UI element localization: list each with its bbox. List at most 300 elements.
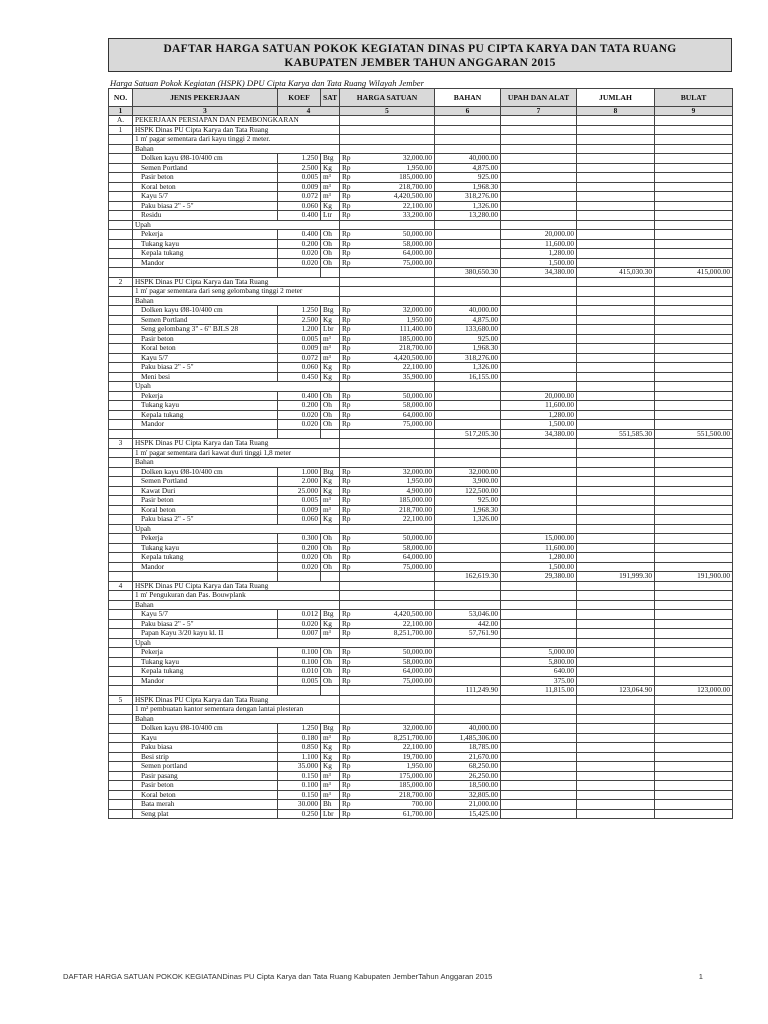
currency-label: Rp [342,533,351,543]
cell-bulat [655,277,733,287]
currency-label: Rp [342,258,351,267]
cell-bulat [655,695,733,705]
row-text: Upah [133,524,340,534]
item-jumlah [577,676,655,686]
item-jumlah [577,648,655,658]
cell-no [109,173,133,183]
item-upah [501,163,577,173]
item-upah [501,477,577,487]
cell-harga [340,439,435,449]
item-sat: m³ [321,344,340,354]
line-item-row [109,230,733,240]
item-bahan [435,534,501,544]
item-harga [340,733,435,743]
subtotal-row [109,429,733,439]
item-bulat [655,192,733,202]
item-upah [501,211,577,221]
item-upah: 5,800.00 [501,657,577,667]
cell-no [109,733,133,743]
item-bulat [655,239,733,249]
currency-label: Rp [342,210,351,220]
item-jumlah [577,249,655,259]
cell-harga [340,448,435,458]
item-jumlah [577,790,655,800]
item-bulat [655,648,733,658]
unit-price: 19,700.00 [402,752,432,761]
item-bahan [435,553,501,563]
item-bulat [655,420,733,430]
item-bahan: 32,805.00 [435,790,501,800]
cell-harga [340,638,435,648]
line-item-row [109,372,733,382]
text-row [109,524,733,534]
cell-upah [501,296,577,306]
item-koef: 0.020 [278,258,321,268]
cell-job [133,686,278,696]
cell-upah [501,695,577,705]
item-name: Kepala tukang [133,553,278,563]
item-jumlah [577,619,655,629]
item-harga [340,410,435,420]
cell-bulat [655,296,733,306]
col-header-sat: SAT [321,89,340,107]
item-jumlah [577,211,655,221]
item-bulat [655,553,733,563]
cell-jumlah [577,439,655,449]
item-koef: 0.009 [278,344,321,354]
item-jumlah [577,752,655,762]
cell-bahan [435,524,501,534]
item-koef: 0.850 [278,743,321,753]
item-bahan: 16,155.00 [435,372,501,382]
item-jumlah [577,173,655,183]
item-bulat [655,467,733,477]
item-jumlah [577,334,655,344]
item-jumlah [577,467,655,477]
item-title: HSPK Dinas PU Cipta Karya dan Tata Ruang [133,277,340,287]
unit-price: 8,251,700.00 [393,628,432,638]
item-sat: Kg [321,619,340,629]
item-name: Kayu 5/7 [133,353,278,363]
cell-jumlah [577,448,655,458]
item-koef: 0.020 [278,249,321,259]
subtotal-row [109,572,733,582]
line-item-row [109,676,733,686]
item-sat: Oh [321,534,340,544]
unit-price: 75,000.00 [402,258,432,267]
item-harga [340,258,435,268]
line-item-row [109,515,733,525]
item-jumlah [577,477,655,487]
item-upah [501,724,577,734]
line-item-row [109,724,733,734]
unit-price: 1,950.00 [406,315,432,324]
item-koef: 1.200 [278,325,321,335]
cell-no [109,543,133,553]
item-jumlah [577,363,655,373]
cell-harga [340,686,435,696]
item-bulat [655,724,733,734]
item-upah [501,733,577,743]
document-subtitle: Harga Satuan Pokok Kegiatan (HSPK) DPU Cipta Karya dan Tata Ruang Wilayah Jember [110,78,424,88]
item-koef: 1.250 [278,306,321,316]
item-name: Kawat Duri [133,486,278,496]
item-bulat [655,562,733,572]
item-bulat [655,477,733,487]
item-name: Kepala tukang [133,410,278,420]
cell-bulat [655,135,733,145]
item-koef: 0.060 [278,201,321,211]
item-jumlah [577,534,655,544]
cell-bulat [655,125,733,135]
line-item-row [109,562,733,572]
col-header-jumlah: JUMLAH [577,89,655,107]
cell-bulat [655,581,733,591]
item-no: 4 [109,581,133,591]
item-upah [501,800,577,810]
item-harga [340,771,435,781]
item-bulat [655,201,733,211]
item-bahan: 1,968.30 [435,344,501,354]
cell-bahan [435,220,501,230]
item-bulat [655,182,733,192]
item-bahan: 13,280.00 [435,211,501,221]
item-upah [501,762,577,772]
row-text: Upah [133,638,340,648]
currency-label: Rp [342,609,351,619]
cell-no [109,401,133,411]
currency-label: Rp [342,771,351,780]
currency-label: Rp [342,799,351,809]
currency-label: Rp [342,467,351,476]
item-name: Kayu [133,733,278,743]
text-row [109,135,733,145]
cell-no [109,448,133,458]
item-name: Semen Portland [133,477,278,487]
text-row [109,638,733,648]
cell-harga [340,220,435,230]
item-name: Koral beton [133,505,278,515]
item-upah [501,372,577,382]
currency-label: Rp [342,733,351,742]
line-item-row [109,363,733,373]
item-name: Paku biasa 2" - 5" [133,363,278,373]
line-item-row [109,610,733,620]
item-koef: 35.000 [278,762,321,772]
item-koef: 0.400 [278,230,321,240]
item-harga [340,610,435,620]
item-name: Dolken kayu Ø8-10/400 cm [133,154,278,164]
currency-label: Rp [342,400,351,410]
item-header-row [109,277,733,287]
line-item-row [109,496,733,506]
currency-label: Rp [342,742,351,752]
item-bulat [655,743,733,753]
cell-bulat [655,705,733,715]
item-bulat [655,306,733,316]
unit-price: 218,700.00 [399,505,432,514]
item-sat: m³ [321,505,340,515]
item-name: Pasir pasang [133,771,278,781]
item-bulat [655,505,733,515]
currency-label: Rp [342,229,351,239]
unit-price: 58,000.00 [402,657,432,666]
item-bahan [435,648,501,658]
unit-price: 64,000.00 [402,552,432,562]
subtotal-jumlah: 191,999.30 [577,572,655,582]
currency-label: Rp [342,410,351,419]
subtotal-upah: 34,380.00 [501,268,577,278]
cell-jumlah [577,705,655,715]
row-text: 1 m' pagar sementara dari kayu tinggi 2 meter. [133,135,340,145]
item-jumlah [577,762,655,772]
hspk-table [108,88,733,819]
cell-upah [501,524,577,534]
cell-bahan [435,135,501,145]
item-name: Mandor [133,562,278,572]
item-bahan: 1,968.30 [435,182,501,192]
cell-jumlah [577,220,655,230]
item-upah [501,306,577,316]
item-koef: 25.000 [278,486,321,496]
item-jumlah [577,771,655,781]
currency-label: Rp [342,239,351,248]
currency-label: Rp [342,476,351,486]
currency-label: Rp [342,172,351,182]
cell-no [109,410,133,420]
item-sat: Oh [321,258,340,268]
item-name: Semen portland [133,762,278,772]
item-jumlah [577,391,655,401]
item-jumlah [577,182,655,192]
item-title: HSPK Dinas PU Cipta Karya dan Tata Ruang [133,695,340,705]
item-bahan: 1,326.00 [435,201,501,211]
item-harga [340,486,435,496]
cell-no [109,306,133,316]
item-harga [340,562,435,572]
row-text: Bahan [133,144,340,154]
item-harga [340,315,435,325]
line-item-row [109,809,733,819]
line-item-row [109,762,733,772]
item-bahan [435,410,501,420]
item-header-row [109,439,733,449]
item-upah [501,334,577,344]
item-no: 2 [109,277,133,287]
item-jumlah [577,163,655,173]
currency-label: Rp [342,315,351,324]
cell-koef [278,686,321,696]
item-koef: 1.000 [278,467,321,477]
item-harga [340,211,435,221]
text-row [109,287,733,297]
item-harga [340,477,435,487]
line-item-row [109,648,733,658]
item-harga [340,676,435,686]
cell-no [109,334,133,344]
cell-job [133,572,278,582]
cell-no [109,743,133,753]
item-upah [501,353,577,363]
item-jumlah [577,733,655,743]
col-header-koef: KOEF [278,89,321,107]
item-jumlah [577,239,655,249]
item-jumlah [577,192,655,202]
item-koef: 0.100 [278,657,321,667]
item-upah: 11,600.00 [501,401,577,411]
cell-no [109,268,133,278]
unit-price: 175,000.00 [399,771,432,780]
item-name: Seng gelombang 3" - 6" BJLS 28 [133,325,278,335]
item-upah [501,363,577,373]
item-sat: Kg [321,515,340,525]
item-jumlah [577,344,655,354]
currency-label: Rp [342,486,351,495]
item-koef: 0.450 [278,372,321,382]
item-jumlah [577,505,655,515]
text-row [109,714,733,724]
item-bahan: 133,680.00 [435,325,501,335]
unit-price: 32,000.00 [402,723,432,733]
item-upah: 11,600.00 [501,543,577,553]
cell-jumlah [577,714,655,724]
item-sat: m³ [321,496,340,506]
item-upah: 1,500.00 [501,258,577,268]
item-koef: 0.100 [278,781,321,791]
cell-no [109,230,133,240]
item-bahan: 40,000.00 [435,724,501,734]
item-harga [340,344,435,354]
item-harga [340,505,435,515]
currency-label: Rp [342,163,351,172]
text-row [109,296,733,306]
item-bahan: 442.00 [435,619,501,629]
cell-upah [501,448,577,458]
item-harga [340,743,435,753]
item-name: Pekerja [133,230,278,240]
item-jumlah [577,629,655,639]
item-harga [340,781,435,791]
item-harga [340,534,435,544]
item-name: Pekerja [133,648,278,658]
item-harga [340,800,435,810]
item-sat: Kg [321,163,340,173]
item-upah: 1,500.00 [501,562,577,572]
line-item-row [109,534,733,544]
line-item-row [109,334,733,344]
unit-price: 58,000.00 [402,239,432,248]
cell-no [109,325,133,335]
item-upah [501,467,577,477]
item-name: Dolken kayu Ø8-10/400 cm [133,467,278,477]
text-row [109,600,733,610]
item-bulat [655,163,733,173]
col-header-no: NO. [109,89,133,107]
item-upah: 1,280.00 [501,410,577,420]
item-koef: 1.250 [278,154,321,164]
row-text: 1 m' pagar sementara dari kawat duri tinggi 1,8 meter [133,448,340,458]
item-harga [340,496,435,506]
item-koef: 0.009 [278,505,321,515]
item-name: Pasir beton [133,781,278,791]
cell-no [109,800,133,810]
cell-sat [321,686,340,696]
cell-upah [501,287,577,297]
cell-no [109,486,133,496]
item-koef: 0.200 [278,543,321,553]
text-row [109,448,733,458]
cell-no [109,163,133,173]
text-row [109,220,733,230]
cell-harga [340,296,435,306]
cell-bulat [655,638,733,648]
cell-bulat [655,382,733,392]
line-item-row [109,410,733,420]
item-harga [340,629,435,639]
cell-no [109,505,133,515]
line-item-row [109,211,733,221]
item-header-row [109,695,733,705]
item-koef: 0.020 [278,562,321,572]
item-name: Pasir beton [133,334,278,344]
item-upah [501,154,577,164]
item-bahan: 40,000.00 [435,154,501,164]
item-name: Residu [133,211,278,221]
cell-bahan [435,125,501,135]
item-sat: m³ [321,334,340,344]
row-text: 1 m' pagar sementara dari seng gelombang tinggi 2 meter [133,287,340,297]
unit-price: 50,000.00 [402,391,432,400]
item-upah: 375.00 [501,676,577,686]
col-header-upah-dan-alat: UPAH DAN ALAT [501,89,577,107]
item-bulat [655,334,733,344]
cell-harga [340,591,435,601]
item-sat: Oh [321,410,340,420]
item-upah: 11,600.00 [501,239,577,249]
item-bahan [435,239,501,249]
item-jumlah [577,724,655,734]
text-row [109,591,733,601]
cell-harga [340,382,435,392]
item-title: HSPK Dinas PU Cipta Karya dan Tata Ruang [133,581,340,591]
item-upah [501,315,577,325]
cell-harga [340,600,435,610]
item-bulat [655,363,733,373]
cell-job [133,429,278,439]
cell-harga [340,714,435,724]
cell-koef [278,268,321,278]
col-number: 6 [435,107,501,116]
item-koef: 0.005 [278,496,321,506]
subtotal-bahan: 111,249.90 [435,686,501,696]
unit-price: 185,000.00 [399,495,432,505]
cell-no [109,762,133,772]
cell-harga [340,429,435,439]
item-harga [340,648,435,658]
item-koef: 0.400 [278,391,321,401]
cell-sat [321,268,340,278]
item-name: Kepala tukang [133,249,278,259]
cell-no [109,771,133,781]
item-bulat [655,790,733,800]
line-item-row [109,800,733,810]
col-header-jenis-pekerjaan: JENIS PEKERJAAN [133,89,278,107]
unit-price: 64,000.00 [402,666,432,676]
subtotal-bulat: 191,900.00 [655,572,733,582]
unit-price: 22,100.00 [402,619,432,628]
line-item-row [109,325,733,335]
item-no: 5 [109,695,133,705]
